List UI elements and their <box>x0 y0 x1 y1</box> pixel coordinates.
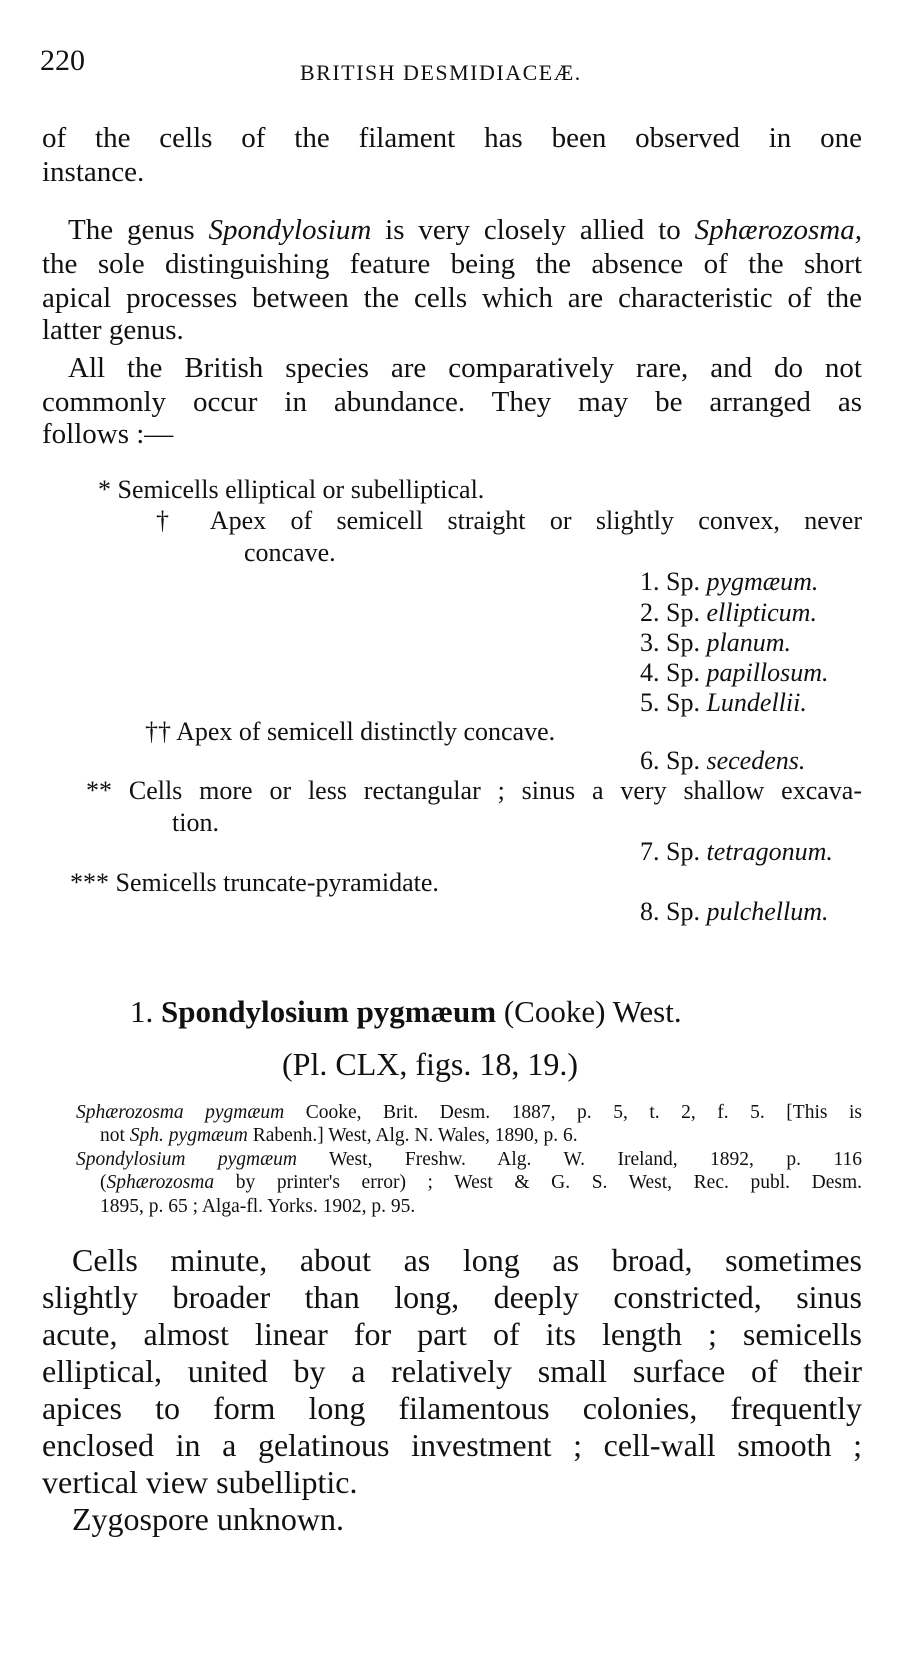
paragraph-line: The genus Spondylosium is very closely allied to Sphærozosma, <box>68 214 862 246</box>
key-entry: † Apex of semicell straight or slightly convex, never <box>156 506 862 535</box>
key-entry: concave. <box>244 538 336 567</box>
paragraph-line: All the British species are comparatively rare, and do not <box>68 352 862 384</box>
synonymy-line: Sphærozosma pygmæum Cooke, Brit. Desm. 1887, p. 5, t. 2, f. 5. [This is <box>76 1102 862 1123</box>
intro-line: instance. <box>42 156 145 188</box>
paragraph-line: the sole distinguishing feature being the absence of the short <box>42 248 862 280</box>
synonymy-line: not Sph. pygmæum Rabenh.] West, Alg. N. Wales, 1890, p. 6. <box>100 1125 578 1146</box>
description-line: apices to form long filamentous colonies, frequently <box>42 1390 862 1426</box>
species-key-item: 6. Sp. secedens. <box>640 746 806 775</box>
key-entry: ** Cells more or less rectangular ; sinus a very shallow excava- <box>86 776 862 805</box>
synonymy-line: (Sphærozosma by printer's error) ; West & G. S. West, Rec. publ. Desm. <box>100 1172 862 1193</box>
species-key-item: 1. Sp. pygmæum. <box>640 567 819 596</box>
intro-line: of the cells of the filament has been observed in one <box>42 122 862 154</box>
description-line: Cells minute, about as long as broad, sometimes <box>72 1242 862 1278</box>
species-key-item: 2. Sp. ellipticum. <box>640 598 817 627</box>
synonymy-line: 1895, p. 65 ; Alga-fl. Yorks. 1902, p. 95. <box>100 1196 416 1217</box>
plate-reference: (Pl. CLX, figs. 18, 19.) <box>282 1046 578 1082</box>
page-number: 220 <box>40 44 85 77</box>
key-entry: †† Apex of semicell distinctly concave. <box>145 717 556 746</box>
species-key-item: 3. Sp. planum. <box>640 628 791 657</box>
description-line: vertical view subelliptic. <box>42 1464 358 1500</box>
species-heading: 1. Spondylosium pygmæum (Cooke) West. <box>130 994 682 1029</box>
description-line: slightly broader than long, deeply constricted, sinus <box>42 1279 862 1315</box>
description-line: enclosed in a gelatinous investment ; cell-wall smooth ; <box>42 1427 862 1463</box>
paragraph-line: commonly occur in abundance. They may be arranged as <box>42 386 862 418</box>
species-key-item: 7. Sp. tetragonum. <box>640 837 833 866</box>
key-entry: tion. <box>172 808 219 837</box>
species-key-item: 5. Sp. Lundellii. <box>640 688 807 717</box>
species-key-item: 4. Sp. papillosum. <box>640 658 829 687</box>
synonymy-line: Spondylosium pygmæum West, Freshw. Alg. W. Ireland, 1892, p. 116 <box>76 1149 862 1170</box>
running-title: BRITISH DESMIDIACEÆ. <box>300 60 582 85</box>
paragraph-line: follows :— <box>42 418 174 450</box>
zygospore-note: Zygospore unknown. <box>72 1501 344 1537</box>
key-entry: *** Semicells truncate-pyramidate. <box>70 868 439 897</box>
paragraph-line: latter genus. <box>42 314 184 346</box>
description-line: elliptical, united by a relatively small surface of their <box>42 1353 862 1389</box>
description-line: acute, almost linear for part of its length ; semicells <box>42 1316 862 1352</box>
key-entry: * Semicells elliptical or subelliptical. <box>98 475 485 504</box>
paragraph-line: apical processes between the cells which are characteristic of the <box>42 282 862 314</box>
species-key-item: 8. Sp. pulchellum. <box>640 897 829 926</box>
